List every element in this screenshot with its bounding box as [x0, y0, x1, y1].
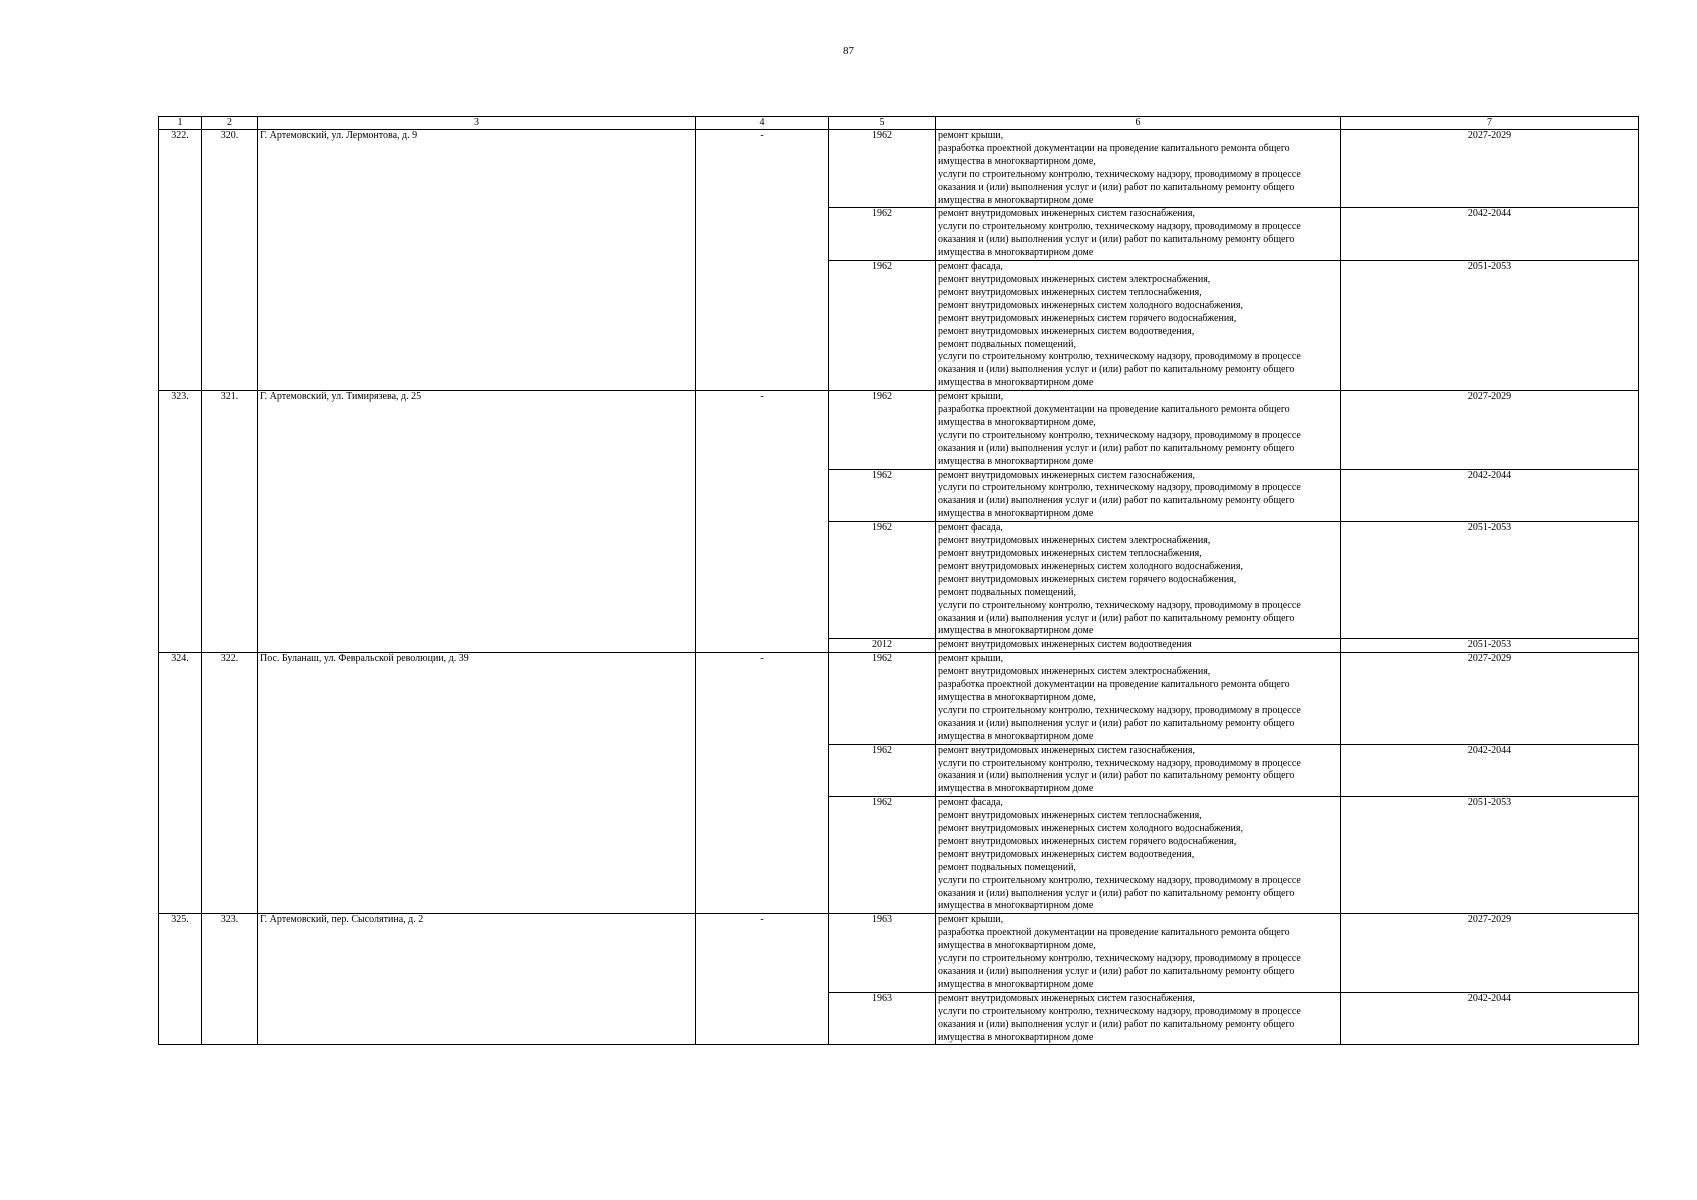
- entry-sub-number: 320.: [202, 130, 258, 391]
- entry-number: 322.: [159, 130, 202, 391]
- building-address: Г. Артемовский, ул. Тимирязева, д. 25: [258, 391, 696, 653]
- work-item: оказания и (или) выполнения услуг и (или) работ по капитальному ремонту общего: [938, 887, 1295, 899]
- column-header-7: 7: [1341, 117, 1639, 130]
- period-cell: 2042-2044: [1341, 744, 1639, 797]
- work-item: оказания и (или) выполнения услуг и (или) работ по капитальному ремонту общего: [938, 181, 1295, 193]
- work-item: услуги по строительному контролю, техническому надзору, проводимому в процессе: [938, 168, 1301, 180]
- work-item: имущества в многоквартирном доме: [938, 194, 1094, 206]
- work-item: оказания и (или) выполнения услуг и (или) работ по капитальному ремонту общего: [938, 364, 1295, 376]
- column-header-1: 1: [159, 117, 202, 130]
- work-item: разработка проектной документации на проведение капитального ремонта общего: [938, 679, 1290, 691]
- entry-sub-number: 321.: [202, 391, 258, 653]
- work-item: оказания и (или) выполнения услуг и (или) работ по капитальному ремонту общего: [938, 442, 1295, 454]
- table-row: [159, 391, 1639, 469]
- work-item: услуги по строительному контролю, техническому надзору, проводимому в процессе: [938, 429, 1301, 441]
- work-item: ремонт внутридомовых инженерных систем теплоснабжения,: [938, 286, 1202, 298]
- work-item: ремонт фасада,: [938, 797, 1003, 809]
- work-item: разработка проектной документации на проведение капитального ремонта общего: [938, 927, 1290, 939]
- work-item: услуги по строительному контролю, техническому надзору, проводимому в процессе: [938, 482, 1301, 494]
- work-item: имущества в многоквартирном доме,: [938, 691, 1096, 703]
- work-item: ремонт крыши,: [938, 391, 1004, 403]
- period-cell: 2042-2044: [1341, 992, 1639, 1045]
- work-item: услуги по строительному контролю, техническому надзору, проводимому в процессе: [938, 599, 1301, 611]
- work-item: ремонт подвальных помещений,: [938, 861, 1076, 873]
- work-item: имущества в многоквартирном доме: [938, 508, 1094, 520]
- work-item: ремонт внутридомовых инженерных систем теплоснабжения,: [938, 810, 1202, 822]
- works-cell: [936, 639, 1341, 653]
- work-item: ремонт внутридомовых инженерных систем электроснабжения,: [938, 273, 1211, 285]
- work-item: имущества в многоквартирном доме: [938, 978, 1094, 990]
- work-item: ремонт внутридомовых инженерных систем водоотведения,: [938, 325, 1195, 337]
- work-item: имущества в многоквартирном доме: [938, 247, 1094, 259]
- period-cell: 2042-2044: [1341, 469, 1639, 522]
- work-item: ремонт крыши,: [938, 130, 1004, 141]
- table-row: [159, 130, 1639, 208]
- table-row: [159, 914, 1639, 992]
- work-item: ремонт подвальных помещений,: [938, 338, 1076, 350]
- work-item: услуги по строительному контролю, техническому надзору, проводимому в процессе: [938, 351, 1301, 363]
- work-item: ремонт внутридомовых инженерных систем горячего водоснабжения,: [938, 312, 1237, 324]
- column-4-value: -: [696, 914, 829, 1045]
- work-item: ремонт внутридомовых инженерных систем электроснабжения,: [938, 535, 1211, 547]
- work-item: имущества в многоквартирном доме,: [938, 416, 1096, 428]
- period-cell: 2042-2044: [1341, 208, 1639, 261]
- works-cell: [936, 469, 1341, 522]
- work-item: ремонт фасада,: [938, 261, 1003, 273]
- work-item: ремонт внутридомовых инженерных систем водоотведения,: [938, 848, 1195, 860]
- work-item: имущества в многоквартирном доме: [938, 455, 1094, 467]
- work-item: ремонт внутридомовых инженерных систем холодного водоснабжения,: [938, 560, 1243, 572]
- work-item: разработка проектной документации на проведение капитального ремонта общего: [938, 142, 1290, 154]
- work-item: оказания и (или) выполнения услуг и (или) работ по капитальному ремонту общего: [938, 1018, 1295, 1030]
- works-cell: [936, 992, 1341, 1045]
- works-cell: [936, 208, 1341, 261]
- work-item: оказания и (или) выполнения услуг и (или) работ по капитальному ремонту общего: [938, 612, 1295, 624]
- work-item: имущества в многоквартирном доме: [938, 1031, 1094, 1043]
- work-item: услуги по строительному контролю, техническому надзору, проводимому в процессе: [938, 704, 1301, 716]
- capital-repair-table: [158, 116, 1639, 1045]
- building-address: Г. Артемовский, ул. Лермонтова, д. 9: [258, 130, 696, 391]
- work-item: ремонт внутридомовых инженерных систем водоотведения: [938, 639, 1192, 651]
- work-item: услуги по строительному контролю, техническому надзору, проводимому в процессе: [938, 953, 1301, 965]
- works-cell: [936, 130, 1341, 208]
- work-item: услуги по строительному контролю, техническому надзору, проводимому в процессе: [938, 874, 1301, 886]
- period-cell: 2051-2053: [1341, 639, 1639, 653]
- page-number: 87: [843, 45, 854, 57]
- works-cell: [936, 653, 1341, 744]
- work-item: ремонт внутридомовых инженерных систем газоснабжения,: [938, 744, 1195, 756]
- year-cell: 1963: [829, 914, 936, 992]
- column-4-value: -: [696, 653, 829, 914]
- year-cell: 1962: [829, 653, 936, 744]
- period-cell: 2027-2029: [1341, 130, 1639, 208]
- work-item: ремонт внутридомовых инженерных систем холодного водоснабжения,: [938, 299, 1243, 311]
- entry-number: 325.: [159, 914, 202, 1045]
- work-item: имущества в многоквартирном доме: [938, 900, 1094, 912]
- year-cell: 2012: [829, 639, 936, 653]
- work-item: ремонт внутридомовых инженерных систем газоснабжения,: [938, 208, 1195, 220]
- period-cell: 2027-2029: [1341, 653, 1639, 744]
- column-4-value: -: [696, 130, 829, 391]
- column-4-value: -: [696, 391, 829, 653]
- work-item: ремонт внутридомовых инженерных систем газоснабжения,: [938, 992, 1195, 1004]
- period-cell: 2051-2053: [1341, 797, 1639, 914]
- work-item: ремонт крыши,: [938, 653, 1004, 665]
- work-item: ремонт фасада,: [938, 522, 1003, 534]
- year-cell: 1962: [829, 469, 936, 522]
- entry-sub-number: 322.: [202, 653, 258, 914]
- entry-sub-number: 323.: [202, 914, 258, 1045]
- year-cell: 1962: [829, 797, 936, 914]
- work-item: ремонт внутридомовых инженерных систем горячего водоснабжения,: [938, 835, 1237, 847]
- work-item: имущества в многоквартирном доме,: [938, 155, 1096, 167]
- table-row: [159, 653, 1639, 744]
- work-item: имущества в многоквартирном доме: [938, 783, 1094, 795]
- column-header-3: 3: [258, 117, 696, 130]
- period-cell: 2027-2029: [1341, 391, 1639, 469]
- work-item: ремонт внутридомовых инженерных систем горячего водоснабжения,: [938, 573, 1237, 585]
- works-cell: [936, 797, 1341, 914]
- column-header-4: 4: [696, 117, 829, 130]
- building-address: Пос. Буланаш, ул. Февральской революции, д. 39: [258, 653, 696, 914]
- works-cell: [936, 261, 1341, 391]
- period-cell: 2051-2053: [1341, 261, 1639, 391]
- entry-number: 323.: [159, 391, 202, 653]
- work-item: оказания и (или) выполнения услуг и (или) работ по капитальному ремонту общего: [938, 966, 1295, 977]
- work-item: ремонт внутридомовых инженерных систем газоснабжения,: [938, 469, 1195, 481]
- year-cell: 1962: [829, 261, 936, 391]
- works-cell: [936, 744, 1341, 797]
- work-item: услуги по строительному контролю, техническому надзору, проводимому в процессе: [938, 1005, 1301, 1017]
- work-item: ремонт крыши,: [938, 914, 1004, 926]
- work-item: услуги по строительному контролю, техническому надзору, проводимому в процессе: [938, 221, 1301, 233]
- column-number-header-row: [159, 117, 1639, 130]
- year-cell: 1962: [829, 208, 936, 261]
- table-body: [159, 117, 1639, 1045]
- work-item: оказания и (или) выполнения услуг и (или) работ по капитальному ремонту общего: [938, 717, 1295, 729]
- work-item: имущества в многоквартирном доме: [938, 730, 1094, 742]
- column-header-6: 6: [936, 117, 1341, 130]
- work-item: имущества в многоквартирном доме: [938, 625, 1094, 637]
- year-cell: 1962: [829, 522, 936, 639]
- year-cell: 1962: [829, 130, 936, 208]
- year-cell: 1962: [829, 391, 936, 469]
- work-item: оказания и (или) выполнения услуг и (или) работ по капитальному ремонту общего: [938, 234, 1295, 246]
- works-cell: [936, 914, 1341, 992]
- work-item: разработка проектной документации на проведение капитального ремонта общего: [938, 404, 1290, 416]
- period-cell: 2027-2029: [1341, 914, 1639, 992]
- work-item: ремонт внутридомовых инженерных систем электроснабжения,: [938, 666, 1211, 678]
- work-item: ремонт внутридомовых инженерных систем холодного водоснабжения,: [938, 823, 1243, 835]
- period-cell: 2051-2053: [1341, 522, 1639, 639]
- works-cell: [936, 522, 1341, 639]
- works-cell: [936, 391, 1341, 469]
- year-cell: 1962: [829, 744, 936, 797]
- entry-number: 324.: [159, 653, 202, 914]
- work-item: услуги по строительному контролю, техническому надзору, проводимому в процессе: [938, 757, 1301, 769]
- work-item: оказания и (или) выполнения услуг и (или) работ по капитальному ремонту общего: [938, 770, 1295, 782]
- work-item: оказания и (или) выполнения услуг и (или) работ по капитальному ремонту общего: [938, 495, 1295, 507]
- work-item: ремонт подвальных помещений,: [938, 586, 1076, 598]
- column-header-5: 5: [829, 117, 936, 130]
- column-header-2: 2: [202, 117, 258, 130]
- work-item: ремонт внутридомовых инженерных систем теплоснабжения,: [938, 548, 1202, 559]
- work-item: имущества в многоквартирном доме,: [938, 940, 1096, 952]
- work-item: имущества в многоквартирном доме: [938, 377, 1094, 389]
- year-cell: 1963: [829, 992, 936, 1045]
- building-address: Г. Артемовский, пер. Сысолятина, д. 2: [258, 914, 696, 1045]
